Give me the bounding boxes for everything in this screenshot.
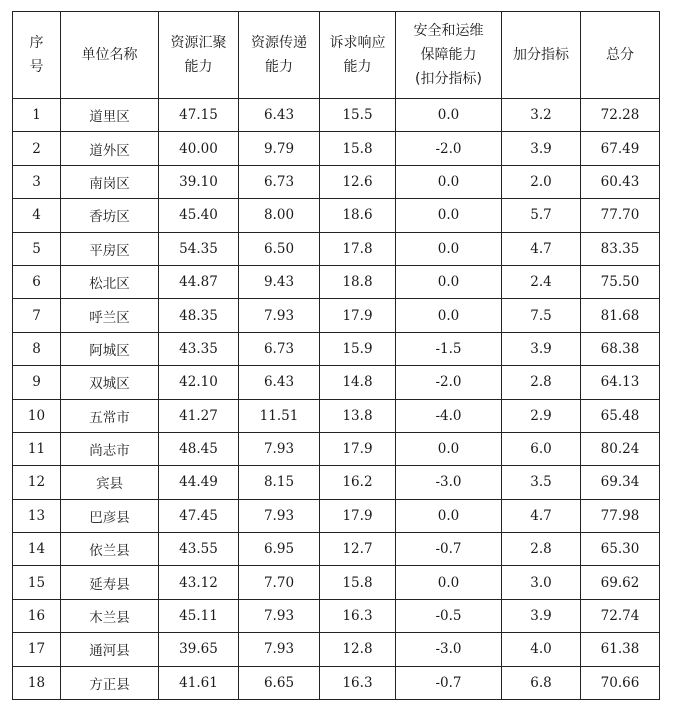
row-transfer: 9.79 [239, 132, 320, 165]
row-total: 77.98 [581, 499, 660, 532]
row-aggregation: 48.45 [159, 432, 239, 465]
header-unit-label: 单位名称 [81, 47, 138, 63]
header-transfer-line2: 能力 [265, 59, 293, 75]
row-aggregation: 45.11 [159, 599, 239, 632]
row-safety: -3.0 [396, 633, 502, 666]
row-safety: 0.0 [396, 499, 502, 532]
header-unit [61, 12, 159, 99]
table-row [13, 232, 660, 265]
row-bonus: 3.9 [502, 332, 581, 365]
row-unit-name: 木兰县 [61, 599, 159, 632]
header-aggregation-line1: 资源汇聚 [170, 35, 227, 51]
table-row [13, 299, 660, 332]
row-total: 83.35 [581, 232, 660, 265]
row-safety: 0.0 [396, 232, 502, 265]
row-total: 81.68 [581, 299, 660, 332]
header-response [320, 12, 396, 99]
row-aggregation: 44.49 [159, 466, 239, 499]
row-transfer: 6.43 [239, 99, 320, 132]
table-row [13, 366, 660, 399]
row-index: 16 [13, 599, 61, 632]
row-transfer: 7.93 [239, 499, 320, 532]
row-transfer: 11.51 [239, 399, 320, 432]
row-bonus: 3.9 [502, 599, 581, 632]
row-index: 5 [13, 232, 61, 265]
row-total: 77.70 [581, 199, 660, 232]
header-bonus [502, 12, 581, 99]
row-index: 4 [13, 199, 61, 232]
header-aggregation-line2: 能力 [184, 59, 213, 75]
row-response: 18.8 [320, 265, 396, 298]
header-index-line1: 序 [29, 35, 44, 51]
row-unit-name: 香坊区 [61, 199, 159, 232]
header-safety [396, 12, 502, 99]
row-index: 8 [13, 332, 61, 365]
row-unit-name: 平房区 [61, 232, 159, 265]
row-bonus: 2.9 [502, 399, 581, 432]
row-aggregation: 39.65 [159, 633, 239, 666]
header-resource-transfer [239, 12, 320, 99]
row-response: 16.3 [320, 666, 396, 699]
row-aggregation: 47.45 [159, 499, 239, 532]
row-transfer: 7.93 [239, 599, 320, 632]
table-row [13, 533, 660, 566]
row-response: 12.7 [320, 533, 396, 566]
row-index: 3 [13, 165, 61, 198]
row-safety: -0.5 [396, 599, 502, 632]
table-row [13, 199, 660, 232]
row-transfer: 7.93 [239, 633, 320, 666]
row-index: 6 [13, 265, 61, 298]
row-safety: 0.0 [396, 99, 502, 132]
header-transfer-line1: 资源传递 [251, 35, 307, 51]
row-bonus: 2.8 [502, 366, 581, 399]
row-bonus: 7.5 [502, 299, 581, 332]
header-response-line1: 诉求响应 [329, 35, 386, 51]
row-bonus: 2.0 [502, 165, 581, 198]
row-unit-name: 通河县 [61, 633, 159, 666]
row-total: 70.66 [581, 666, 660, 699]
row-safety: -4.0 [396, 399, 502, 432]
row-unit-name: 南岗区 [61, 165, 159, 198]
row-total: 69.62 [581, 566, 660, 599]
row-safety: 0.0 [396, 432, 502, 465]
header-total-label: 总分 [606, 47, 634, 63]
row-total: 65.48 [581, 399, 660, 432]
row-safety: 0.0 [396, 199, 502, 232]
row-index: 10 [13, 399, 61, 432]
row-index: 9 [13, 366, 61, 399]
row-transfer: 6.50 [239, 232, 320, 265]
row-unit-name: 五常市 [61, 399, 159, 432]
row-transfer: 9.43 [239, 265, 320, 298]
row-response: 12.8 [320, 633, 396, 666]
row-unit-name: 阿城区 [61, 332, 159, 365]
row-transfer: 8.15 [239, 466, 320, 499]
header-safety-line2: 保障能力 [420, 47, 477, 63]
row-unit-name: 道外区 [61, 132, 159, 165]
header-index-line2: 号 [29, 59, 44, 75]
row-index: 7 [13, 299, 61, 332]
row-safety: -3.0 [396, 466, 502, 499]
row-bonus: 5.7 [502, 199, 581, 232]
row-total: 72.74 [581, 599, 660, 632]
row-safety: 0.0 [396, 265, 502, 298]
row-transfer: 6.73 [239, 165, 320, 198]
row-safety: -0.7 [396, 533, 502, 566]
row-response: 16.2 [320, 466, 396, 499]
row-safety: -2.0 [396, 366, 502, 399]
row-bonus: 2.8 [502, 533, 581, 566]
row-unit-name: 宾县 [61, 466, 159, 499]
row-response: 15.8 [320, 566, 396, 599]
row-transfer: 7.93 [239, 432, 320, 465]
header-index [13, 12, 61, 99]
row-bonus: 3.2 [502, 99, 581, 132]
table-row [13, 566, 660, 599]
table-row [13, 466, 660, 499]
row-transfer: 7.93 [239, 299, 320, 332]
table-row [13, 132, 660, 165]
row-transfer: 8.00 [239, 199, 320, 232]
row-index: 18 [13, 666, 61, 699]
table-header [13, 12, 660, 99]
row-aggregation: 48.35 [159, 299, 239, 332]
row-transfer: 6.65 [239, 666, 320, 699]
row-safety: 0.0 [396, 299, 502, 332]
row-aggregation: 40.00 [159, 132, 239, 165]
row-safety: 0.0 [396, 566, 502, 599]
row-response: 15.8 [320, 132, 396, 165]
row-total: 72.28 [581, 99, 660, 132]
row-bonus: 3.9 [502, 132, 581, 165]
score-table [12, 11, 660, 700]
row-unit-name: 依兰县 [61, 533, 159, 566]
row-transfer: 6.43 [239, 366, 320, 399]
table-row [13, 432, 660, 465]
row-aggregation: 39.10 [159, 165, 239, 198]
row-response: 18.6 [320, 199, 396, 232]
row-bonus: 4.7 [502, 232, 581, 265]
row-aggregation: 43.55 [159, 533, 239, 566]
row-index: 13 [13, 499, 61, 532]
row-bonus: 6.0 [502, 432, 581, 465]
row-safety: -2.0 [396, 132, 502, 165]
table-row [13, 499, 660, 532]
row-total: 65.30 [581, 533, 660, 566]
row-aggregation: 42.10 [159, 366, 239, 399]
row-safety: 0.0 [396, 165, 502, 198]
row-index: 12 [13, 466, 61, 499]
row-aggregation: 43.12 [159, 566, 239, 599]
table-row [13, 599, 660, 632]
row-unit-name: 呼兰区 [61, 299, 159, 332]
row-response: 12.6 [320, 165, 396, 198]
row-total: 80.24 [581, 432, 660, 465]
row-aggregation: 45.40 [159, 199, 239, 232]
header-total [581, 12, 660, 99]
row-index: 1 [13, 99, 61, 132]
table-body [13, 99, 660, 700]
table-row [13, 633, 660, 666]
row-aggregation: 54.35 [159, 232, 239, 265]
score-table-container [12, 11, 660, 700]
row-index: 2 [13, 132, 61, 165]
table-row [13, 666, 660, 699]
row-transfer: 6.95 [239, 533, 320, 566]
row-response: 17.9 [320, 299, 396, 332]
row-safety: -1.5 [396, 332, 502, 365]
row-response: 14.8 [320, 366, 396, 399]
row-transfer: 6.73 [239, 332, 320, 365]
row-aggregation: 47.15 [159, 99, 239, 132]
row-unit-name: 延寿县 [61, 566, 159, 599]
row-unit-name: 方正县 [61, 666, 159, 699]
row-response: 16.3 [320, 599, 396, 632]
row-unit-name: 松北区 [61, 265, 159, 298]
row-unit-name: 巴彦县 [61, 499, 159, 532]
row-response: 17.9 [320, 432, 396, 465]
header-safety-line1: 安全和运维 [413, 23, 484, 39]
row-response: 17.8 [320, 232, 396, 265]
row-index: 11 [13, 432, 61, 465]
row-total: 69.34 [581, 466, 660, 499]
row-bonus: 4.0 [502, 633, 581, 666]
row-index: 14 [13, 533, 61, 566]
row-index: 17 [13, 633, 61, 666]
row-response: 13.8 [320, 399, 396, 432]
row-unit-name: 尚志市 [61, 432, 159, 465]
table-row [13, 399, 660, 432]
row-total: 61.38 [581, 633, 660, 666]
row-aggregation: 41.61 [159, 666, 239, 699]
row-bonus: 6.8 [502, 666, 581, 699]
row-aggregation: 41.27 [159, 399, 239, 432]
row-bonus: 3.0 [502, 566, 581, 599]
row-aggregation: 43.35 [159, 332, 239, 365]
row-unit-name: 道里区 [61, 99, 159, 132]
row-unit-name: 双城区 [61, 366, 159, 399]
row-response: 17.9 [320, 499, 396, 532]
row-total: 64.13 [581, 366, 660, 399]
row-total: 67.49 [581, 132, 660, 165]
row-total: 75.50 [581, 265, 660, 298]
table-row [13, 332, 660, 365]
header-resource-aggregation [159, 12, 239, 99]
row-bonus: 3.5 [502, 466, 581, 499]
row-response: 15.5 [320, 99, 396, 132]
row-bonus: 2.4 [502, 265, 581, 298]
header-row [13, 12, 660, 99]
header-safety-line3: (扣分指标) [415, 71, 482, 87]
row-total: 68.38 [581, 332, 660, 365]
table-row [13, 99, 660, 132]
table-row [13, 165, 660, 198]
row-aggregation: 44.87 [159, 265, 239, 298]
row-response: 15.9 [320, 332, 396, 365]
table-row [13, 265, 660, 298]
row-total: 60.43 [581, 165, 660, 198]
row-index: 15 [13, 566, 61, 599]
row-bonus: 4.7 [502, 499, 581, 532]
row-safety: -0.7 [396, 666, 502, 699]
row-transfer: 7.70 [239, 566, 320, 599]
header-bonus-label: 加分指标 [513, 47, 569, 63]
header-response-line2: 能力 [343, 59, 372, 75]
